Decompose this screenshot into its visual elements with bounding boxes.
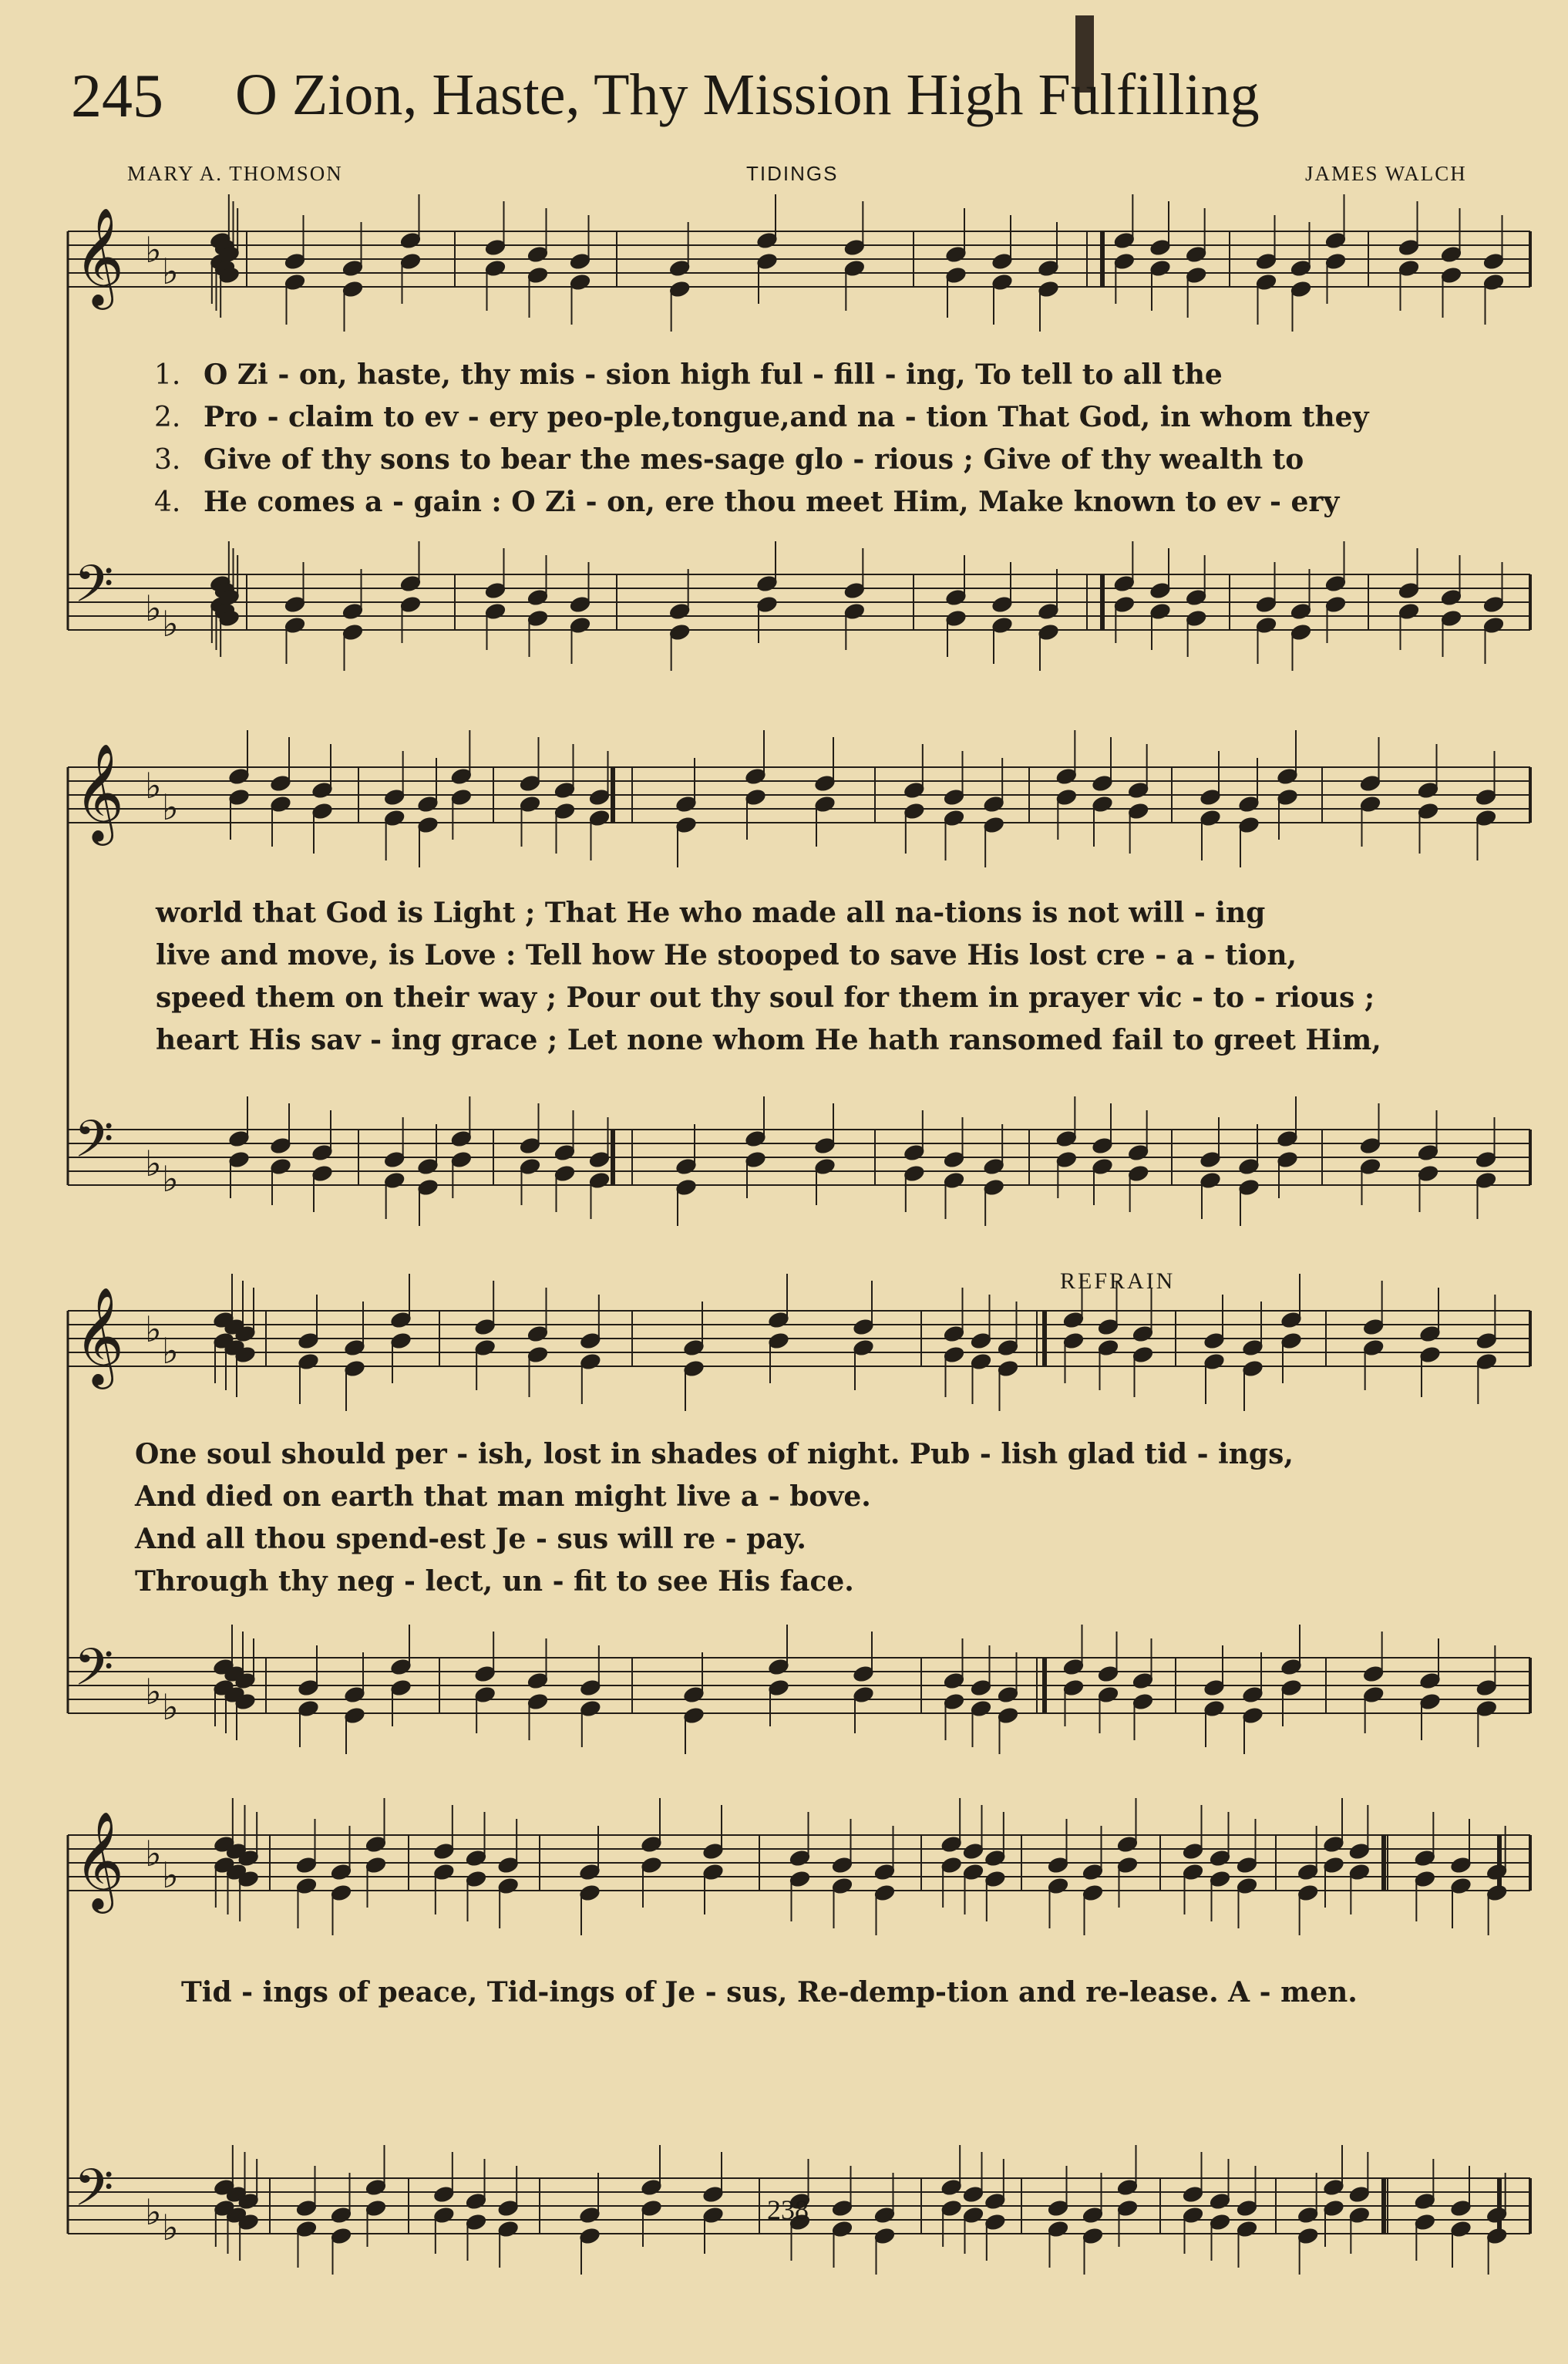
flat-icon: ♭ [145,229,162,271]
flat-icon: ♭ [145,588,162,629]
lyric-line: One soul should per - ish, lost in shades of night. Pub - lish glad tid - ings, [135,1438,1294,1470]
flat-icon: ♭ [145,2191,162,2233]
lyric-line: 1. O Zi - on, haste, thy mis - sion high ful - fill - ing, To tell to all the [154,359,1223,391]
lyric-line: live and move, is Love : Tell how He stooped to save His lost cre - a - tion, [156,939,1297,972]
lyric-line: speed them on their way ; Pour out thy soul for them in prayer vic - to - rious ; [156,982,1375,1014]
words-credit: MARY A. THOMSON [127,162,343,185]
verse-number: 1. [154,359,181,391]
flat-icon: ♭ [162,251,179,292]
flat-icon: ♭ [145,1833,162,1874]
bass-clef-icon: 𝄢 [74,2158,114,2230]
bass-clef-icon: 𝄢 [74,1638,114,1709]
treble-clef-icon: 𝄞 [74,743,125,841]
flat-icon: ♭ [162,1854,179,1896]
flat-icon: ♭ [162,786,179,828]
lyric-line: Through thy neg - lect, un - fit to see His face. [135,1565,854,1598]
lyric-line: heart His sav - ing grace ; Let none whom He hath ransomed fail to greet Him, [156,1024,1381,1056]
tune-name: TIDINGS [746,162,839,185]
flat-icon: ♭ [162,1158,179,1200]
treble-clef-icon: 𝄞 [74,1810,125,1909]
bass-clef-icon: 𝄢 [74,1110,114,1181]
verse-number: 2. [154,402,181,433]
flat-icon: ♭ [145,1143,162,1184]
verse-number: 4. [154,487,181,518]
flat-icon: ♭ [162,2207,179,2248]
lyric-line: 2. Pro - claim to ev - ery peo-ple,tongue,and na - tion That God, in whom they [154,401,1369,433]
lyric-line: And died on earth that man might live a - bove. [135,1480,871,1513]
music-credit: JAMES WALCH [1305,162,1467,185]
treble-clef-icon: 𝄞 [74,207,125,305]
lyric-line: world that God is Light ; That He who made all na-tions is not will - ing [156,897,1266,929]
hymn-number: 245 [71,62,163,130]
flat-icon: ♭ [162,1330,179,1372]
hymn-title: O Zion, Haste, Thy Mission High Fulfilling [235,62,1260,127]
bass-clef-icon: 𝄢 [74,554,114,626]
flat-icon: ♭ [162,603,179,645]
verse-number: 3. [154,444,181,476]
lyric-line: And all thou spend-est Je - sus will re - pay. [135,1523,806,1555]
flat-icon: ♭ [145,1308,162,1350]
refrain-label: REFRAIN [1060,1268,1176,1294]
treble-clef-icon: 𝄞 [74,1286,125,1385]
flat-icon: ♭ [145,765,162,807]
lyric-line: 4. He comes a - gain : O Zi - on, ere thou meet Him, Make known to ev - ery [154,486,1340,518]
page-number: 238 [767,2194,809,2225]
flat-icon: ♭ [145,1671,162,1712]
lyric-line: Tid - ings of peace, Tid-ings of Je - sus, Re-demp-tion and re-lease. A - men. [181,1976,1358,2009]
flat-icon: ♭ [162,1686,179,1728]
lyric-line: 3. Give of thy sons to bear the mes-sage glo - rious ; Give of thy wealth to [154,443,1304,476]
